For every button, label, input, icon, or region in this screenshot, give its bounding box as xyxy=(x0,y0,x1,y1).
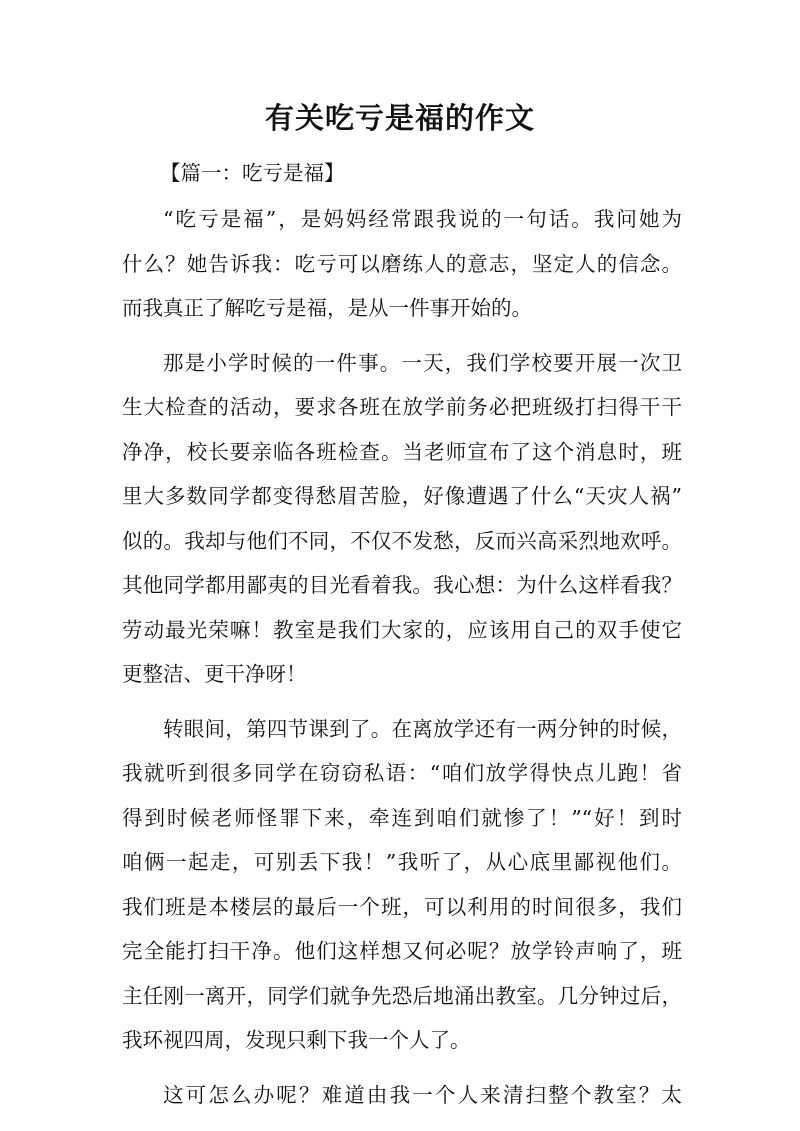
section-title: 【篇一：吃亏是福】 xyxy=(160,161,345,185)
text-line: 更整洁、更干净呀！ xyxy=(122,662,307,686)
text-line: 我们班是本楼层的最后一个班，可以利用的时间很多，我们 xyxy=(122,894,682,919)
text-line: 其他同学都用鄙夷的目光看着我。我心想：为什么这样看我？ xyxy=(122,573,682,597)
text-line: 什么？她告诉我：吃亏可以磨练人的意志，坚定人的信念。 xyxy=(122,251,682,276)
paragraph-1 xyxy=(122,197,682,331)
text-line: 这可怎么办呢？难道由我一个人来清扫整个教室？太 xyxy=(163,1082,682,1107)
text-line: 主任刚一离开，同学们就争先恐后地涌出教室。几分钟过后， xyxy=(122,983,682,1008)
text-line: 似的。我却与他们不同，不仅不发愁，反而兴高采烈地欢呼。 xyxy=(122,528,682,553)
text-line: 而我真正了解吃亏是福，是从一件事开始的。 xyxy=(122,296,532,320)
text-line: 净净，校长要亲临各班检查。当老师宣布了这个消息时，班 xyxy=(122,439,682,464)
text-line: 转眼间，第四节课到了。在离放学还有一两分钟的时候， xyxy=(163,716,682,741)
text-line: 生大检查的活动，要求各班在放学前务必把班级打扫得干干 xyxy=(122,395,682,419)
text-line: 劳动最光荣嘛！教室是我们大家的，应该用自己的双手使它 xyxy=(122,617,682,642)
text-line: “吃亏是福”，是妈妈经常跟我说的一句话。我问她为 xyxy=(163,207,682,231)
document-title: 有关吃亏是福的作文 xyxy=(264,101,535,135)
text-line: 咱俩一起走，可别丢下我！”我听了，从心底里鄙视他们。 xyxy=(122,850,682,874)
text-line: 那是小学时候的一件事。一天，我们学校要开展一次卫 xyxy=(163,350,682,375)
paragraph-2 xyxy=(122,341,682,697)
text-line: 完全能打扫干净。他们这样想又何必呢？放学铃声响了，班 xyxy=(122,939,682,963)
text-line: 我环视四周，发现只剩下我一个人了。 xyxy=(122,1028,471,1052)
paragraph-4 xyxy=(122,1073,682,1118)
text-line: 得到时候老师怪罪下来，牵连到咱们就惨了！”“好！到时 xyxy=(122,805,682,830)
text-line: 里大多数同学都变得愁眉苦脸，好像遭遇了什么“天灾人祸” xyxy=(122,484,682,508)
paragraph-3 xyxy=(122,707,682,1063)
text-line: 我就听到很多同学在窃窃私语：“咱们放学得快点儿跑！省 xyxy=(122,761,682,785)
document-body xyxy=(122,150,682,1127)
